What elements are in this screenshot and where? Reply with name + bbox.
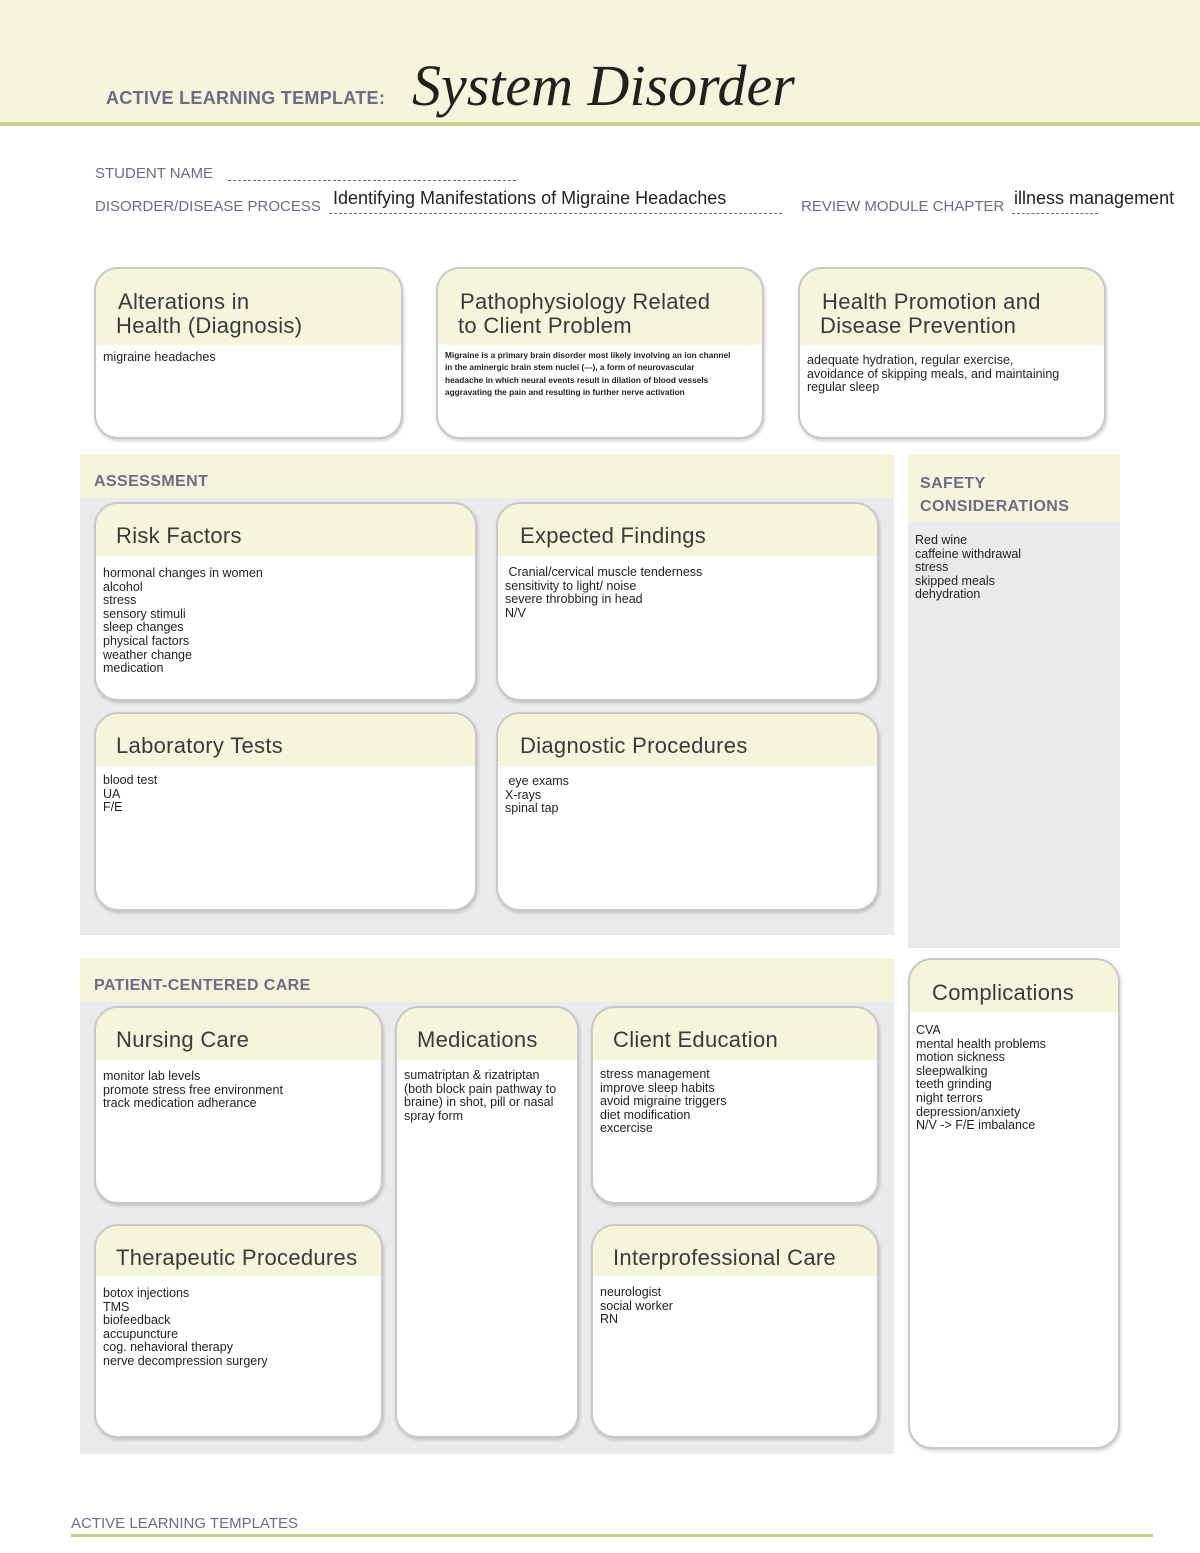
chapter-field[interactable] [1012, 213, 1098, 214]
text-line: cog. nehavioral therapy [103, 1340, 233, 1355]
text-line: spray form [404, 1108, 464, 1123]
text-line: N/V -> F/E imbalance [916, 1118, 1036, 1133]
text-line: caffeine withdrawal [915, 546, 1022, 561]
client-education-content[interactable] [600, 1068, 869, 1136]
text-line: headache in which neural events result in dilation of blood vessels [445, 374, 709, 385]
footer-label: ACTIVE LEARNING TEMPLATES [71, 1515, 298, 1532]
text-line: avoid migraine triggers [600, 1094, 727, 1109]
text-line: social worker [600, 1298, 673, 1313]
text-line: in the aminergic brain stem nuclei (---), a form of neurovascular [445, 362, 695, 373]
text-line: botox injections [103, 1286, 190, 1300]
nursing-care-box [94, 1006, 383, 1204]
text-line: (both block pain pathway to [404, 1081, 557, 1096]
health-promotion-title-1: Health Promotion and [822, 289, 1041, 314]
medications-title: Medications [417, 1027, 538, 1052]
text-line: sumatriptan & rizatriptan [404, 1068, 540, 1082]
health-promotion-title-2: Disease Prevention [820, 313, 1017, 338]
safety-panel [908, 454, 1120, 948]
risk-factors-title: Risk Factors [116, 523, 242, 548]
text-line: monitor lab levels [103, 1069, 201, 1083]
text-line: Red wine [915, 533, 968, 547]
alterations-title-1: Alterations in [118, 289, 250, 314]
text-line: biofeedback [103, 1313, 171, 1328]
page-title: System Disorder [412, 53, 795, 118]
safety-label-1: SAFETY [920, 475, 986, 492]
medications-box [395, 1006, 579, 1438]
footer-rule [71, 1534, 1153, 1537]
interprofessional-care-box [591, 1224, 879, 1438]
text-line: X-rays [505, 787, 542, 802]
diagnostic-procedures-content[interactable] [505, 775, 869, 816]
therapeutic-procedures-content[interactable] [103, 1287, 373, 1369]
text-line: weather change [103, 647, 192, 662]
text-line: diet modification [600, 1107, 691, 1122]
risk-factors-box [94, 502, 477, 701]
complications-title: Complications [932, 980, 1075, 1005]
client-education-box [591, 1006, 879, 1204]
text-line: regular sleep [807, 380, 880, 395]
text-line: F/E [103, 800, 123, 815]
text-line: skipped meals [915, 573, 995, 588]
diagnostic-procedures-box [496, 712, 879, 911]
chapter-label: REVIEW MODULE CHAPTER [801, 198, 1005, 215]
text-line: sensitivity to light/ noise [505, 578, 637, 593]
text-line: teeth grinding [916, 1077, 992, 1092]
pathophysiology-title-2: to Client Problem [458, 313, 632, 338]
alterations-box [94, 267, 403, 439]
text-line: severe throbbing in head [505, 592, 643, 607]
text-line: excercise [600, 1121, 653, 1136]
diagnostic-procedures-title: Diagnostic Procedures [520, 733, 748, 758]
text-line: braine) in shot, pill or nasal [404, 1095, 554, 1110]
text-line: neurologist [600, 1285, 662, 1299]
disorder-label: DISORDER/DISEASE PROCESS [95, 198, 321, 215]
disorder-value: Identifying Manifestations of Migraine Headaches [333, 188, 727, 208]
text-line: motion sickness [916, 1050, 1005, 1065]
safety-label [920, 472, 1069, 518]
text-line: mental health problems [916, 1036, 1046, 1051]
text-line: medication [103, 661, 164, 676]
text-line: sensory stimuli [103, 606, 186, 621]
text-line: stress [915, 560, 949, 575]
text-line: CVA [916, 1023, 941, 1037]
nursing-care-title: Nursing Care [116, 1027, 250, 1052]
pathophysiology-title-1: Pathophysiology Related [460, 289, 711, 314]
text-line: blood test [103, 773, 158, 787]
text-line: promote stress free environment [103, 1082, 283, 1097]
interprofessional-care-content[interactable] [600, 1286, 869, 1327]
complications-box [908, 958, 1120, 1449]
student-name-field[interactable] [228, 180, 516, 181]
text-line: stress [103, 593, 137, 608]
therapeutic-procedures-title: Therapeutic Procedures [116, 1245, 358, 1270]
text-line: adequate hydration, regular exercise, [807, 353, 1014, 367]
text-line: track medication adherance [103, 1096, 257, 1111]
medications-content[interactable] [404, 1069, 569, 1123]
text-line: Migraine is a primary brain disorder most likely involving an ion channel [445, 350, 731, 360]
student-name-label: STUDENT NAME [95, 165, 214, 182]
expected-findings-box [496, 502, 879, 701]
safety-content[interactable] [915, 534, 1112, 602]
interprofessional-care-title: Interprofessional Care [613, 1245, 837, 1270]
text-line: night terrors [916, 1090, 983, 1105]
laboratory-tests-box [94, 712, 477, 911]
nursing-care-content[interactable] [103, 1070, 373, 1111]
pathophysiology-box [436, 267, 764, 439]
safety-label-2: CONSIDERATIONS [920, 498, 1070, 515]
laboratory-tests-content[interactable] [103, 774, 467, 815]
text-line: N/V [505, 605, 526, 620]
text-line: Cranial/cervical muscle tenderness [505, 565, 703, 579]
template-label: ACTIVE LEARNING TEMPLATE: [106, 88, 386, 108]
text-line: avoidance of skipping meals, and maintaining [807, 366, 1060, 381]
pathophysiology-content[interactable] [445, 349, 754, 398]
text-line: hormonal changes in women [103, 566, 263, 580]
therapeutic-procedures-box [94, 1224, 383, 1438]
text-line: nerve decompression surgery [103, 1353, 268, 1368]
assessment-label: ASSESSMENT [94, 473, 209, 490]
disorder-field[interactable] [329, 213, 782, 214]
alterations-content[interactable] [103, 351, 393, 365]
risk-factors-content[interactable] [103, 567, 467, 676]
text-line: depression/anxiety [916, 1104, 1021, 1119]
complications-content[interactable] [916, 1024, 1110, 1133]
health-promotion-box [798, 267, 1106, 439]
alterations-title-2: Health (Diagnosis) [116, 313, 303, 338]
chapter-value: illness management [1014, 188, 1175, 208]
laboratory-tests-title: Laboratory Tests [116, 733, 284, 758]
client-education-title: Client Education [613, 1027, 779, 1052]
text-line: spinal tap [505, 801, 559, 816]
text-line: migraine headaches [103, 350, 216, 364]
text-line: sleepwalking [916, 1063, 988, 1078]
health-promotion-content[interactable] [807, 354, 1096, 395]
text-line: dehydration [915, 587, 981, 602]
text-line: RN [600, 1312, 619, 1327]
text-line: eye exams [505, 774, 569, 788]
expected-findings-title: Expected Findings [520, 523, 707, 548]
text-line: sleep changes [103, 620, 184, 635]
text-line: stress management [600, 1067, 710, 1081]
text-line: aggravating the pain and resulting in further nerve activation [445, 386, 685, 397]
expected-findings-content[interactable] [505, 566, 869, 620]
text-line: TMS [103, 1299, 130, 1314]
text-line: alcohol [103, 579, 143, 594]
text-line: UA [103, 786, 121, 801]
patient-care-label: PATIENT-CENTERED CARE [94, 977, 311, 994]
header-rule [0, 122, 1200, 126]
text-line: physical factors [103, 633, 190, 648]
text-line: improve sleep habits [600, 1080, 715, 1095]
text-line: accupuncture [103, 1326, 179, 1341]
